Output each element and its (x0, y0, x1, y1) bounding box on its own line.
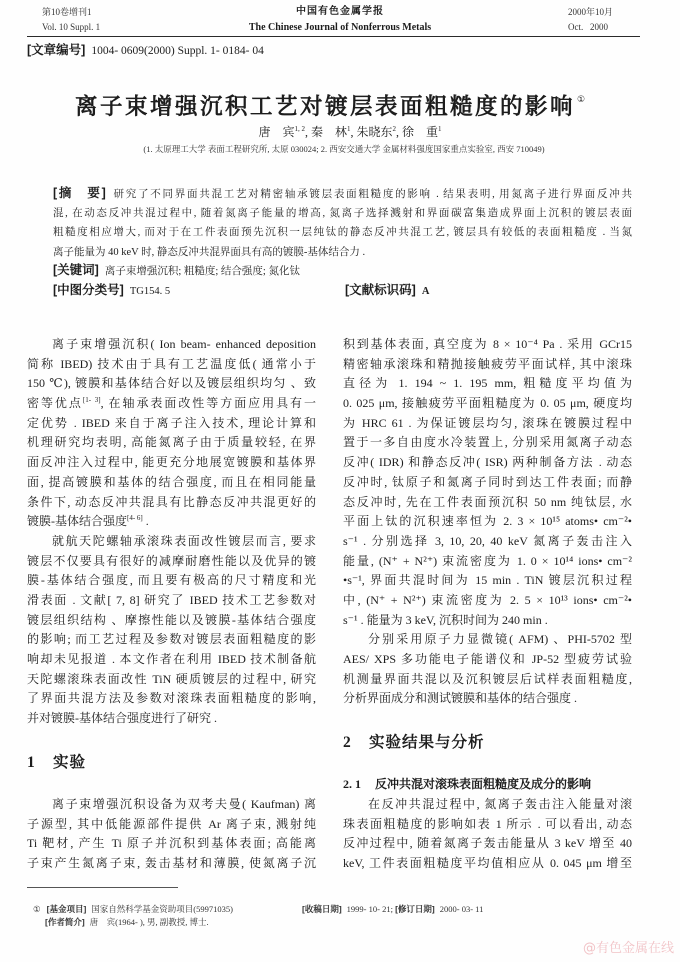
body-line: 镀层不仅要具有很好的减摩耐磨性能以及优异的镀 (27, 553, 316, 568)
article-number-value: 1004- 0609(2000) Suppl. 1- 0184- 04 (91, 45, 264, 57)
text-run: 镀膜-基体结合强度 (27, 514, 127, 529)
body-line: 响却未见报道 . 本文作者在利用 IBED 技术制备航 (27, 652, 316, 666)
body-line: s⁻¹ . 分别选择 3, 10, 20, 40 keV 氮离子轰击注入 (343, 533, 632, 548)
body-line: 镀层组织结构 、摩擦性能以及镀膜-基体结合强度 (27, 612, 316, 627)
article-number-label: [文章编号] (27, 43, 86, 57)
footnote-rule (27, 887, 178, 888)
paragraph (343, 335, 632, 630)
author-bio: 唐 宾(1964- ), 男, 副教授, 博士. (89, 917, 209, 927)
author-separator: , (396, 125, 403, 139)
subsection-title: 反冲共混对滚珠表面粗糙度及成分的影响 (375, 777, 592, 791)
received-label: [收稿日期] (302, 904, 342, 914)
body-line: 分别采用原子力显微镜( AFM) 、PHI-5702 型 (368, 632, 632, 647)
volume-cn: 第10卷增刊1 (42, 7, 92, 17)
body-line: 面反冲注入过程中, 能更充分地展宽镀膜和基体界 (27, 455, 316, 470)
title-footnote-mark: ① (576, 94, 586, 104)
clc-label: [中图分类号] (53, 283, 124, 297)
body-line: 平面上钛的沉积速率恒为 2. 3 × 10¹⁵ atoms• cm⁻²• (343, 514, 632, 529)
author-name: 徐 重 (402, 125, 439, 139)
footnote-dates (302, 903, 483, 915)
text-run: 密等优点 (27, 396, 83, 411)
body-line: 条件下, 动态反冲共混具有比静态反冲共混更好的 (27, 494, 316, 509)
keywords (53, 261, 300, 282)
author-name: 秦 林 (310, 125, 347, 139)
body-line: AES/ XPS 多功能电子能谱仪和 JP-52 型疲劳试验 (343, 652, 632, 666)
revised-label: [修订日期] (395, 904, 435, 914)
document-code (345, 281, 429, 302)
body-line: Ti 靶材, 产生 Ti 原子并沉积到基体表面; 高能离 (27, 836, 316, 851)
title-text: 离子束增强沉积工艺对镀层表面粗糙度的影响 (74, 94, 575, 119)
paragraph (343, 795, 632, 874)
author-affiliation-ref: 1 (347, 125, 351, 133)
volume-en: Vol. 10 Suppl. 1 (42, 22, 101, 32)
text-run: , 在轴承表面改性等方面应用具有一 (100, 396, 316, 411)
section-number: 1 (27, 754, 35, 771)
paragraph (27, 532, 316, 729)
body-line: 反冲( IDR) 和静态反冲( ISR) 两种制备方法 . 动态 (343, 455, 632, 470)
body-line: 0. 025 μm, 接触疲劳平面粗糙度为 0. 05 μm, 硬度均 (343, 396, 632, 411)
article-number (27, 42, 264, 59)
citation-ref: [4- 6] (127, 514, 143, 523)
body-line: 反冲时, 钛原子和氮离子同时到达工件表面; 而静 (343, 474, 632, 489)
abstract-line: 粗糙度相应增大, 而对于在工件表面预先沉积一层纯钛的静态反冲共混工艺, 镀层具有较低的表面粗糙度 . 当氮 (53, 227, 632, 239)
body-line: 离子束增强沉积( Ion beam- enhanced deposition (52, 337, 316, 351)
body-line: 了界面共混方法及参数对滚珠表面粗糙度的影响, (27, 691, 316, 706)
author-bio-label: [作者简介] (45, 917, 85, 927)
body-line: 膜-基体结合强度, 而且要有极高的尺寸精度和光 (27, 573, 316, 588)
body-line: s⁻¹ . 能量为 3 keV, 沉积时间为 240 min . (343, 612, 548, 627)
affiliations: (1. 太原理工大学 表面工程研究所, 太原 030024; 2. 西安交通大学 金属材料强度国家重点实验室, 西安 710049) (143, 144, 545, 154)
issue-date-cn: 2000年10月 (568, 7, 614, 17)
fund-label: [基金项目] (46, 904, 87, 914)
intro-paragraphs (27, 335, 316, 729)
citation-ref: [1- 3] (82, 396, 101, 405)
journal-name-cn: 中国有色金属学报 (296, 6, 384, 17)
body-line: 反冲过程中, 随着氮离子轰击能量从 3 keV 增至 40 (343, 836, 632, 851)
journal-name-en: The Chinese Journal of Nonferrous Metals (248, 22, 432, 33)
body-line: 简称 IBED) 技术由于具有工艺温度低( 通常小于 (27, 356, 316, 371)
author-affiliation-ref: 1 (438, 125, 442, 133)
body-line: 机理研究均表明, 高能氮离子由于质量较轻, 在界 (27, 435, 316, 450)
received-date: 1999- 10- 21; (346, 904, 393, 914)
keywords-label: [关键词] (53, 263, 99, 277)
body-line: 机测量界面共混以及沉积镀层后试样表面粗糙度, (343, 671, 632, 686)
author-affiliation-ref: 1, 2 (294, 125, 305, 133)
revised-date: 2000- 03- 11 (439, 904, 484, 914)
clc-number (53, 281, 170, 302)
body-line: •s⁻¹, 界面共混时间为 15 min . TiN 镀层沉积过程 (343, 573, 632, 588)
body-line: 中, (N⁺ + N²⁺) 束流密度为 2. 5 × 10¹³ ions• cm⁻²• (343, 592, 632, 607)
subsection-number: 2. 1 (343, 777, 361, 791)
body-line: 面, 提高镀膜和基体的结合强度, 而且在相同能量 (27, 474, 316, 489)
abstract-line (53, 184, 632, 204)
body-line: 子束产生氮离子束, 轰击基材和薄膜, 使氮离子沉 (27, 856, 316, 871)
body-line: 珠表面粗糙度的影响如表 1 所示 . 可以看出, 动态 (343, 816, 632, 831)
page-title (0, 84, 660, 122)
author-separator: , (304, 125, 311, 139)
watermark: @有色金属在线 (583, 941, 675, 956)
body-line: 分析界面成分和测试镀膜和基体的结合强度 . (343, 691, 578, 706)
body-line: 直径为 1. 194 ~ 1. 195 mm, 粗糙度平均值为 (343, 376, 632, 391)
body-line: 的影响; 而工艺过程及参数对镀层表面粗糙度的影 (27, 632, 316, 647)
body-line: 精密轴承滚珠和精抛接触疲劳平面试样, 其中滚珠 (343, 356, 632, 371)
author-separator: , (350, 125, 357, 139)
section-title: 实验结果与分析 (369, 734, 485, 751)
body-line: 离子束增强沉积设备为双考夫曼( Kaufman) 离 (52, 797, 316, 811)
body-line: 并对镀膜-基体结合强度进行了研究 . (27, 711, 217, 726)
clc-value: TG154. 5 (129, 286, 171, 297)
author-name: 唐 宾 (258, 125, 295, 139)
document-code-value: A (421, 286, 430, 297)
abstract-label: [摘 要] (53, 186, 106, 200)
subsection-heading-2-1 (343, 775, 591, 793)
document-code-label: [文献标识码] (345, 283, 416, 297)
abstract-text: 研究了不同界面共混工艺对精密轴承镀层表面粗糙度的影响 . 结果表明, 用氮离子进行界面反冲共 (111, 189, 633, 200)
author-name: 朱晓东 (356, 125, 393, 139)
abstract (53, 184, 632, 262)
body-line: 子源型, 其中低能源部件提供 Ar 离子束, 溅射纯 (27, 816, 316, 831)
body-line: 150 ℃), 镀膜和基体结合好以及镀层组织均匀 、致 (27, 376, 316, 391)
fund-value: 国家自然科学基金资助项目(59971035) (91, 904, 233, 914)
body-line: 滑表面 . 文献[ 7, 8] 研究了 IBED 技术工艺参数对 (27, 592, 316, 607)
body-line: 为 HRC 61 . 为保证镀层均匀, 滚珠在镀膜过程中 (343, 415, 632, 430)
body-line: 能量, (N⁺ + N²⁺) 束流密度为 1. 0 × 10¹⁴ ions• cm⁻² (343, 553, 632, 568)
issue-date-en: Oct. 2000 (568, 22, 608, 32)
section-number: 2 (343, 734, 351, 751)
author-affiliation-ref: 2 (392, 125, 397, 133)
abstract-line: 离子能量为 40 keV 时, 静态反冲共混界面具有高的镀膜-基体结合力 . (53, 246, 366, 258)
paragraph (343, 630, 632, 709)
body-line (27, 394, 316, 414)
section-heading-2 (343, 732, 485, 754)
body-line: keV, 工件表面粗糙度平均值相应从 0. 045 μm 增至 (343, 856, 632, 871)
keywords-value: 离子束增强沉积; 粗糙度; 结合强度; 氮化钛 (104, 266, 300, 277)
header-rule (27, 36, 640, 37)
body-line: 态反冲时, 先在工件表面预沉积 50 nm 纯钛层, 水 (343, 494, 632, 509)
footnote-author (45, 916, 209, 928)
body-line: 积到基体表面, 真空度为 8 × 10⁻⁴ Pa . 采用 GCr15 (343, 337, 632, 351)
body-line: 定优势 . IBED 来自于离子注入技术, 理论计算和 (27, 415, 316, 430)
section-title: 实验 (53, 754, 87, 771)
paragraph (27, 795, 316, 874)
paragraph (27, 335, 316, 532)
body-line (27, 512, 316, 532)
abstract-line: 混, 在动态反冲共混过程中, 随着氮离子能量的增高, 氮离子选择溅射和界面碳富集造成界面上沉积的镀层表面 (53, 207, 632, 219)
body-line: 就航天陀螺轴承滚珠表面改性镀层而言, 要求 (52, 533, 316, 548)
text-run: . (142, 514, 149, 529)
body-line: 置于一多自由度水冷装置上, 分别采用氮离子动态 (343, 435, 632, 450)
section-heading-1 (27, 752, 86, 774)
body-line: 天陀螺滚珠表面改性 TiN 硬质镀层的过程中, 研究 (27, 671, 316, 686)
body-line: 在反冲共混过程中, 氮离子轰击注入能量对滚 (368, 797, 632, 811)
section1-continued (343, 335, 632, 709)
author-list (10, 124, 680, 140)
running-header-right (568, 5, 613, 35)
footnote-fund (33, 903, 233, 915)
footnote-mark: ① (33, 904, 41, 914)
